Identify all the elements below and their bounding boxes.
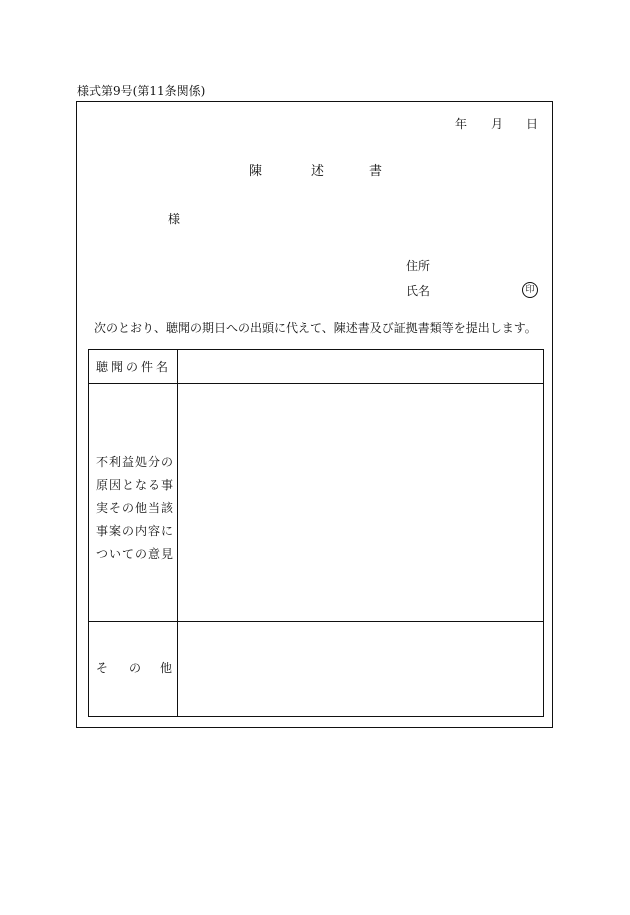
- opinion-value[interactable]: [180, 386, 540, 619]
- other-value[interactable]: [180, 624, 540, 714]
- date-month-label: 月: [491, 117, 504, 131]
- table-row-label-opinion: 不利益処分の原因となる事実その他当該事案の内容についての意見: [96, 455, 175, 561]
- table-row-label-other-char-2: の: [129, 661, 142, 675]
- form-title-char-1: 陳: [249, 164, 263, 179]
- hearing-case-value[interactable]: [180, 352, 540, 382]
- address-label: 住所: [406, 259, 431, 273]
- submission-statement: 次のとおり、聴聞の期日への出頭に代えて、陳述書及び証拠書類等を提出します。: [94, 321, 537, 335]
- addressee-suffix: 様: [168, 212, 181, 226]
- table-row-divider-2: [88, 621, 544, 622]
- name-label: 氏名: [406, 284, 431, 298]
- table-column-divider: [177, 350, 178, 716]
- date-day-label: 日: [526, 117, 539, 131]
- table-row-label-hearing-case: 聴聞の件名: [96, 360, 172, 374]
- date-year-label: 年: [455, 117, 468, 131]
- seal-mark-icon: 印: [522, 282, 538, 298]
- table-row-label-other-char-1: そ: [96, 661, 109, 675]
- form-title-char-2: 述: [311, 164, 325, 179]
- form-number-label: 様式第9号(第11条関係): [77, 84, 206, 98]
- form-title-char-3: 書: [369, 164, 383, 179]
- table-row-divider-1: [88, 383, 544, 384]
- table-row-label-other-char-3: 他: [160, 661, 173, 675]
